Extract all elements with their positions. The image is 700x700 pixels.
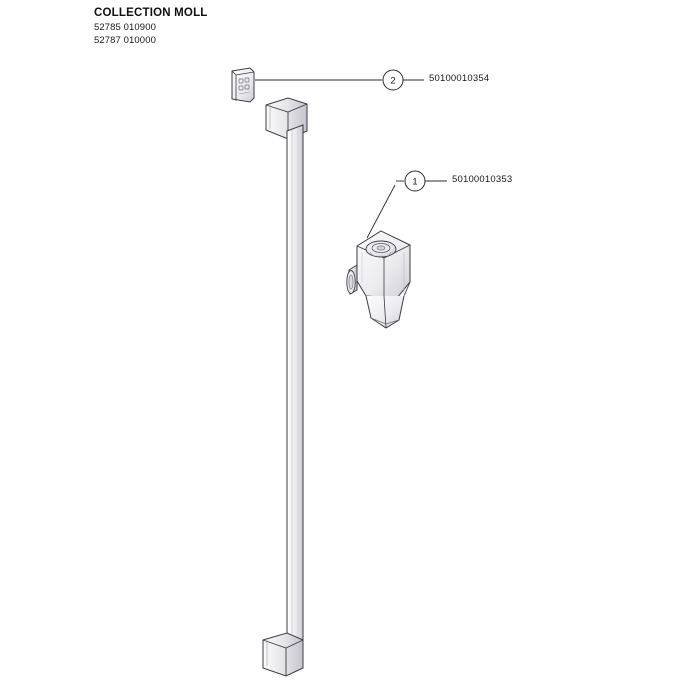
callout-2-part-number: 50100010354 <box>429 73 490 84</box>
wall-plate-label <box>232 68 254 102</box>
callout-1 <box>367 171 447 238</box>
callout-1-number: 1 <box>412 176 418 188</box>
callout-2 <box>255 70 424 90</box>
callout-1-part-number: 50100010353 <box>452 174 513 185</box>
page-title: COLLECTION MOLL <box>94 7 208 19</box>
shower-rail <box>263 98 307 676</box>
product-code-1: 52785 010900 <box>94 22 156 33</box>
product-code-2: 52787 010000 <box>94 34 156 46</box>
callout-2-number: 2 <box>390 75 396 87</box>
shower-head-bracket <box>347 231 410 328</box>
